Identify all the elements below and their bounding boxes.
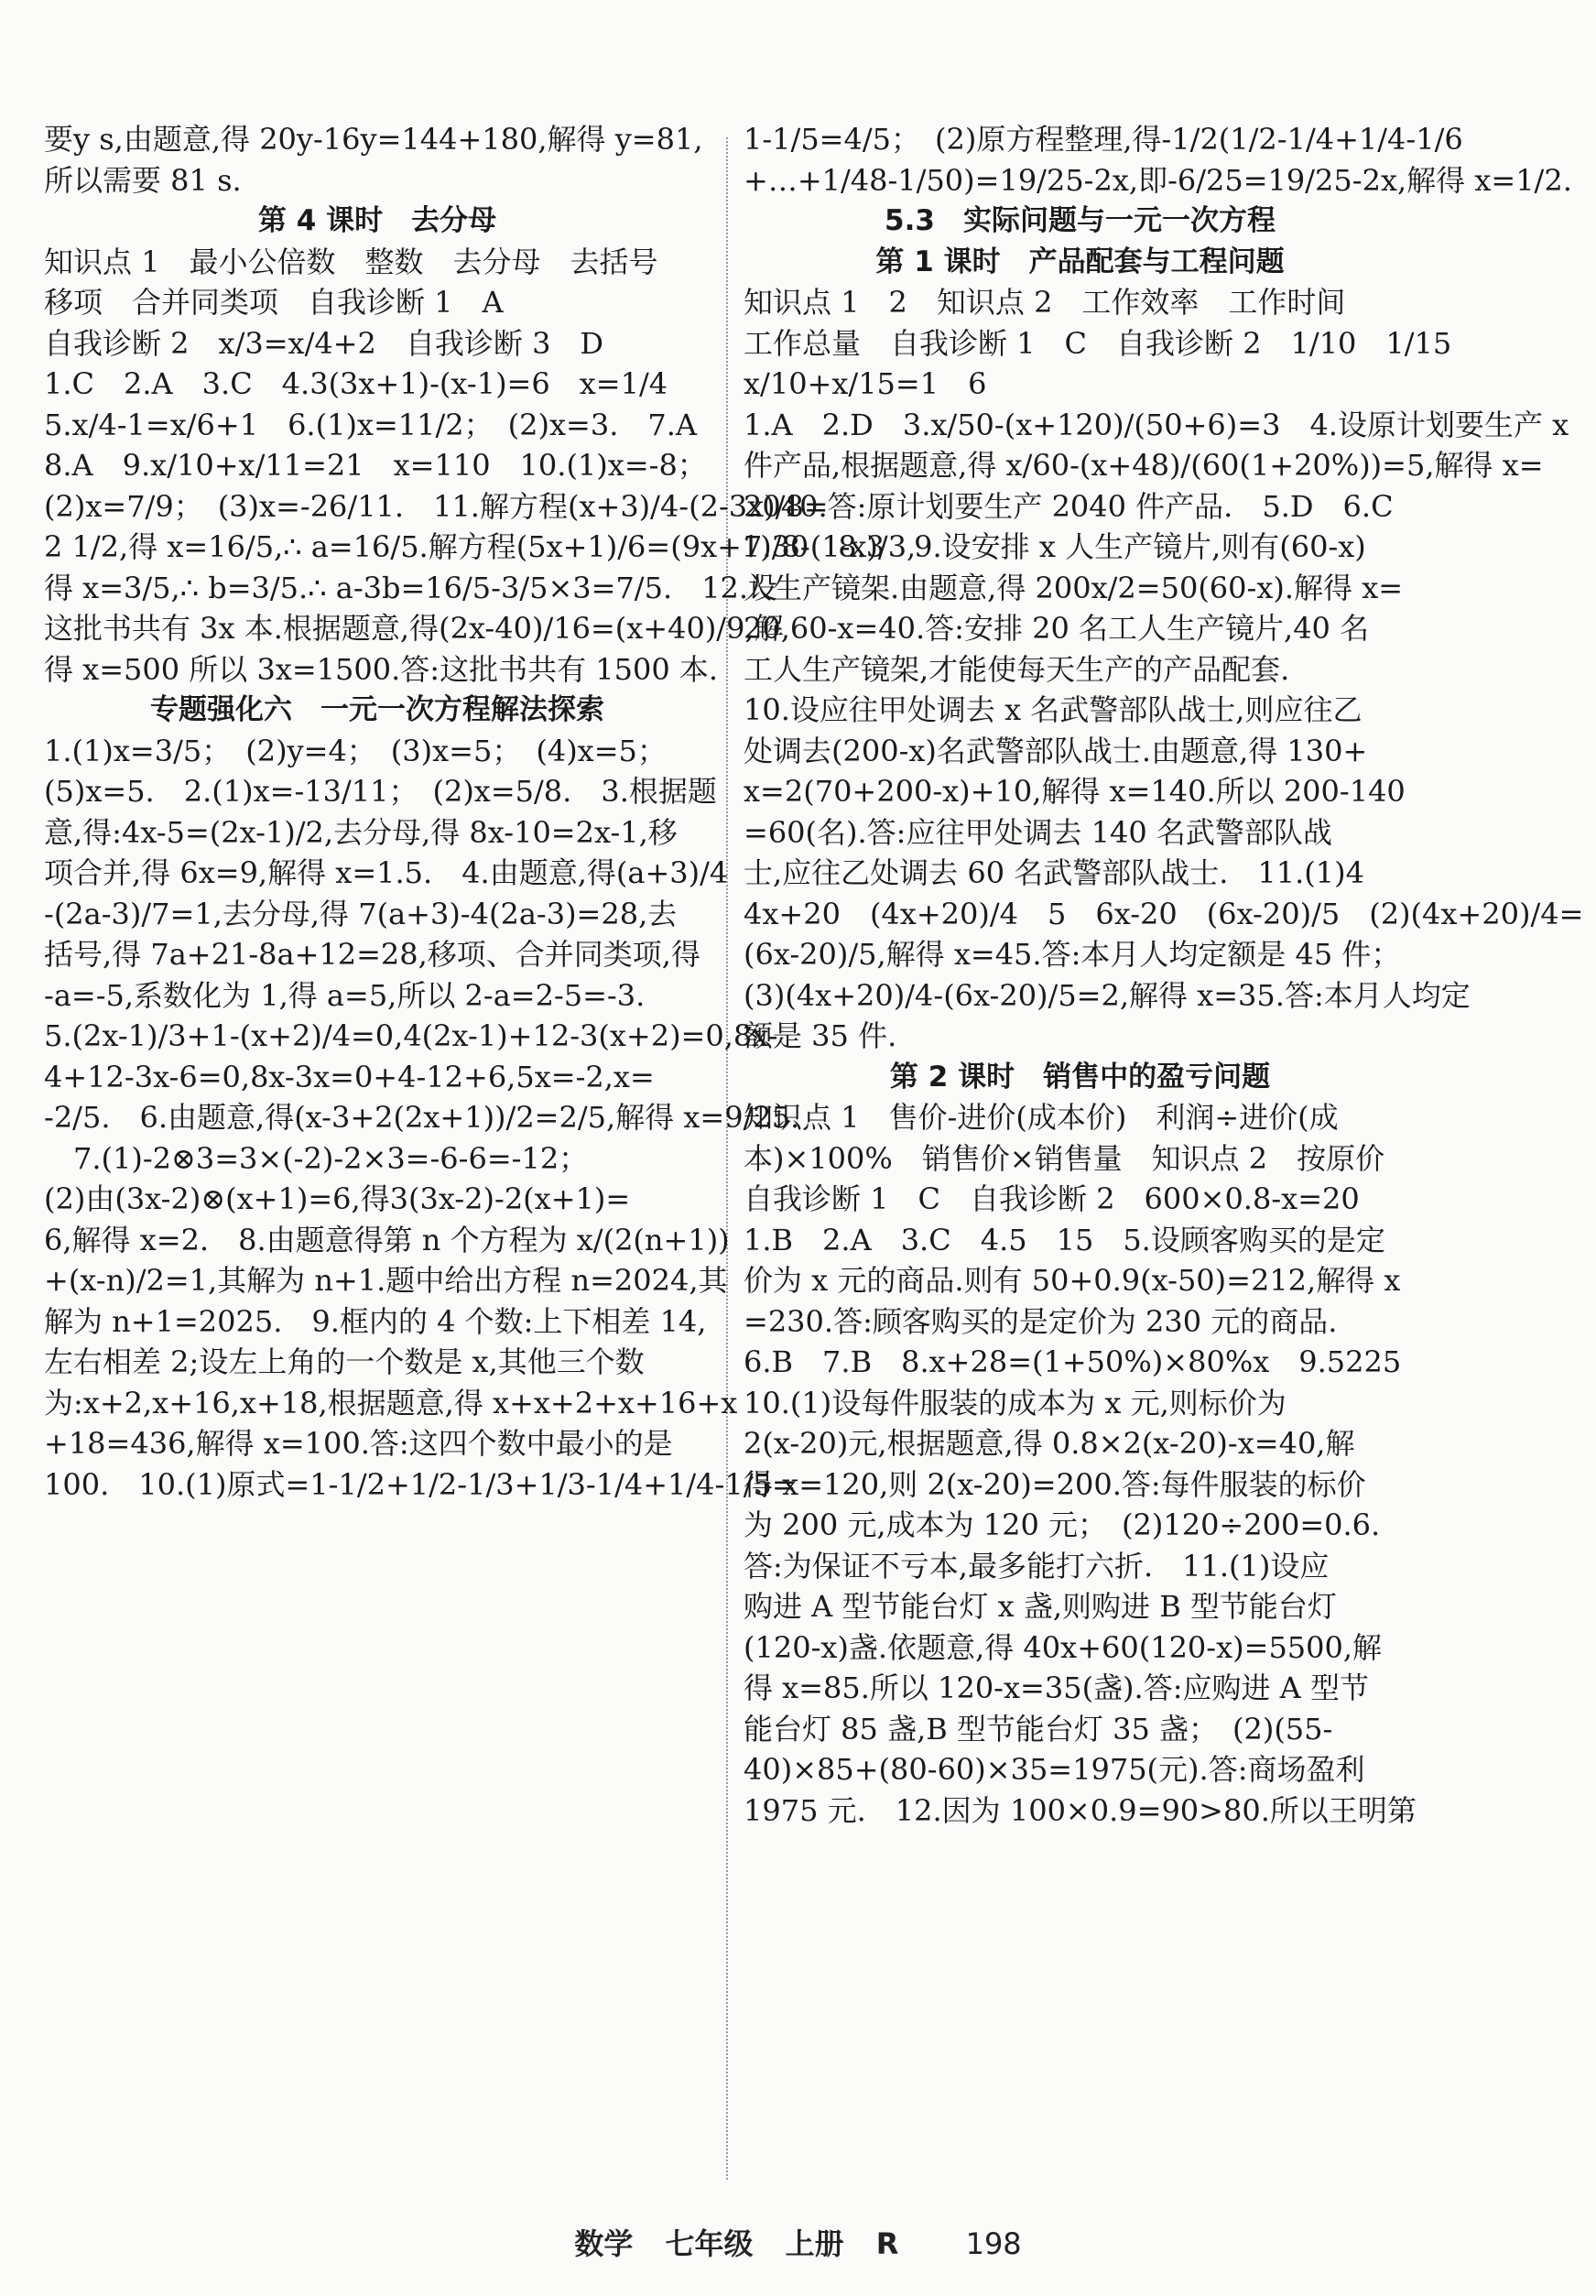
answer-line: +(x-n)/2=1,其解为 n+1.题中给出方程 n=2024,其 (44, 1263, 728, 1298)
answer-line: x=2(70+200-x)+10,解得 x=140.所以 200-140 (744, 774, 1406, 809)
answer-line: 处调去(200-x)名武警部队战士.由题意,得 130+ (744, 733, 1368, 768)
answer-line: 士,应往乙处调去 60 名武警部队战士. 11.(1)4 (744, 855, 1364, 890)
answer-line: 额是 35 件. (744, 1018, 897, 1053)
answer-line: 7.30 8.3 9.设安排 x 人生产镜片,则有(60-x) (744, 529, 1366, 564)
footer-subject: 数学 (574, 2226, 634, 2261)
answer-line: 2 1/2,得 x=16/5,∴ a=16/5.解方程(5x+1)/6=(9x+1)/8-(1-x)/3, (44, 529, 917, 564)
answer-line: (2)由(3x-2)⊗(x+1)=6,得3(3x-2)-2(x+1)= (44, 1181, 631, 1216)
footer-grade: 七年级 (665, 2226, 754, 2261)
answer-line: +…+1/48-1/50)=19/25-2x,即-6/25=19/25-2x,解得 x=1/2. (744, 162, 1572, 198)
answer-line: 5.x/4-1=x/6+1 6.(1)x=11/2； (2)x=3. 7.A (44, 407, 698, 442)
answer-line: 本)×100% 销售价×销售量 知识点 2 按原价 (744, 1140, 1385, 1176)
answer-line: 件产品,根据题意,得 x/60-(x+48)/(60(1+20%))=5,解得 x= (744, 448, 1544, 483)
section-heading: 专题强化六 一元一次方程解法探索 (150, 693, 604, 726)
answer-line: (5)x=5. 2.(1)x=-13/11； (2)x=5/8. 3.根据题 (44, 774, 717, 809)
answer-line: +18=436,解得 x=100.答:这四个数中最小的是 (44, 1426, 673, 1461)
answer-line: 项合并,得 6x=9,解得 x=1.5. 4.由题意,得(a+3)/4 (44, 855, 729, 890)
answer-line: 1-1/5=4/5； (2)原方程整理,得-1/2(1/2-1/4+1/4-1/6 (744, 122, 1463, 157)
answer-line: 2(x-20)元,根据题意,得 0.8×2(x-20)-x=40,解 (744, 1426, 1355, 1461)
answer-line: 为:x+2,x+16,x+18,根据题意,得 x+x+2+x+16+x (44, 1385, 738, 1420)
answer-line: 括号,得 7a+21-8a+12=28,移项、合并同类项,得 (44, 937, 700, 972)
section-heading: 第 2 课时 销售中的盈亏问题 (889, 1060, 1271, 1094)
answer-line: 1975 元. 12.因为 100×0.9=90>80.所以王明第 (744, 1792, 1417, 1828)
answer-line: x/10+x/15=1 6 (744, 366, 987, 401)
answer-line: -2/5. 6.由题意,得(x-3+2(2x+1))/2=2/5,解得 x=9/25. (44, 1100, 800, 1135)
answer-line: 知识点 1 售价-进价(成本价) 利润÷进价(成 (744, 1100, 1339, 1135)
answer-line: 工作总量 自我诊断 1 C 自我诊断 2 1/10 1/15 (744, 325, 1452, 361)
answer-line: -(2a-3)/7=1,去分母,得 7(a+3)-4(2a-3)=28,去 (44, 896, 678, 931)
answer-line: 左右相差 2;设左上角的一个数是 x,其他三个数 (44, 1344, 645, 1379)
answer-line: 1.A 2.D 3.x/50-(x+120)/(50+6)=3 4.设原计划要生产 x (744, 407, 1569, 442)
answer-line: 人生产镜架.由题意,得 200x/2=50(60-x).解得 x= (744, 570, 1404, 605)
answer-line: 得 x=120,则 2(x-20)=200.答:每件服装的标价 (744, 1466, 1366, 1502)
answer-line: (3)(4x+20)/4-(6x-20)/5=2,解得 x=35.答:本月人均定 (744, 977, 1471, 1013)
answer-line: 意,得:4x-5=(2x-1)/2,去分母,得 8x-10=2x-1,移 (44, 814, 678, 850)
answer-line: 1.(1)x=3/5； (2)y=4； (3)x=5； (4)x=5； (44, 733, 667, 768)
answer-line: 这批书共有 3x 本.根据题意,得(2x-40)/16=(x+40)/9,解 (44, 611, 784, 646)
answer-line: =60(名).答:应往甲处调去 140 名武警部队战 (744, 814, 1332, 850)
answer-line: 自我诊断 2 x/3=x/4+2 自我诊断 3 D (44, 325, 604, 361)
answer-line: 100. 10.(1)原式=1-1/2+1/2-1/3+1/3-1/4+1/4-1/5= (44, 1466, 797, 1502)
answer-line: 所以需要 81 s. (44, 162, 242, 198)
answer-line: 移项 合并同类项 自我诊断 1 A (44, 285, 504, 320)
page-number: 198 (965, 2226, 1022, 2261)
answer-line: 7.(1)-2⊗3=3×(-2)-2×3=-6-6=-12； (44, 1140, 589, 1176)
answer-line: -a=-5,系数化为 1,得 a=5,所以 2-a=2-5=-3. (44, 977, 646, 1013)
answer-line: 为 200 元,成本为 120 元； (2)120÷200=0.6. (744, 1507, 1381, 1542)
answer-line: 2040.答:原计划要生产 2040 件产品. 5.D 6.C (744, 488, 1394, 524)
footer-volume: 上册 (785, 2226, 844, 2261)
footer-edition: R (875, 2226, 899, 2261)
page-footer (0, 2221, 1596, 2263)
answer-line: 6.B 7.B 8.x+28=(1+50%)×80%x 9.5225 (744, 1344, 1402, 1379)
answer-line: (120-x)盏.依题意,得 40x+60(120-x)=5500,解 (744, 1629, 1383, 1665)
answer-line: 得 x=500 所以 3x=1500.答:这批书共有 1500 本. (44, 651, 719, 687)
answer-line: 要y s,由题意,得 20y-16y=144+180,解得 y=81, (44, 122, 703, 157)
answer-line: 10.设应往甲处调去 x 名武警部队战士,则应往乙 (744, 692, 1363, 727)
answer-line: 价为 x 元的商品.则有 50+0.9(x-50)=212,解得 x (744, 1263, 1401, 1298)
answer-line: 1.B 2.A 3.C 4.5 15 5.设顾客购买的是定 (744, 1222, 1385, 1257)
answer-line: 10.(1)设每件服装的成本为 x 元,则标价为 (744, 1385, 1287, 1420)
answer-line: 知识点 1 最小公倍数 整数 去分母 去括号 (44, 244, 658, 279)
column-divider (726, 137, 728, 2180)
answer-line: =230.答:顾客购买的是定价为 230 元的商品. (744, 1303, 1338, 1339)
answer-line: 得 x=85.所以 120-x=35(盏).答:应购进 A 型节 (744, 1670, 1369, 1705)
answer-line: 得 x=3/5,∴ b=3/5.∴ a-3b=16/5-3/5×3=7/5. 12.设 (44, 570, 778, 605)
answer-line: 知识点 1 2 知识点 2 工作效率 工作时间 (744, 285, 1346, 320)
answer-line: 1.C 2.A 3.C 4.3(3x+1)-(x-1)=6 x=1/4 (44, 366, 668, 401)
answer-line: 工人生产镜架,才能使每天生产的产品配套. (744, 651, 1290, 687)
answer-line: 答:为保证不亏本,最多能打六折. 11.(1)设应 (744, 1548, 1330, 1583)
answer-line: (2)x=7/9； (3)x=-26/11. 11.解方程(x+3)/4-(2-3x)/8= (44, 488, 829, 524)
answer-line: 5.(2x-1)/3+1-(x+2)/4=0,4(2x-1)+12-3(x+2)=0,8x- (44, 1018, 778, 1053)
right-column (744, 119, 1584, 2122)
answer-line: 8.A 9.x/10+x/11=21 x=110 10.(1)x=-8； (44, 448, 707, 483)
section-heading: 第 1 课时 产品配套与工程问题 (875, 245, 1285, 278)
answer-line: 4+12-3x-6=0,8x-3x=0+4-12+6,5x=-2,x= (44, 1059, 655, 1094)
answer-line: 6,解得 x=2. 8.由题意得第 n 个方程为 x/(2(n+1)) (44, 1222, 730, 1257)
answer-line: 4x+20 (4x+20)/4 5 6x-20 (6x-20)/5 (2)(4x+20)/4= (744, 896, 1584, 931)
answer-line: 20,60-x=40.答:安排 20 名工人生产镜片,40 名 (744, 611, 1370, 646)
answer-line: 自我诊断 1 C 自我诊断 2 600×0.8-x=20 (744, 1181, 1360, 1216)
section-heading: 第 4 课时 去分母 (257, 204, 497, 237)
answer-line: 购进 A 型节能台灯 x 盏,则购进 B 型节能台灯 (744, 1589, 1337, 1624)
answer-line: 能台灯 85 盏,B 型节能台灯 35 盏； (2)(55- (744, 1711, 1333, 1746)
answer-line: 40)×85+(80-60)×35=1975(元).答:商场盈利 (744, 1752, 1365, 1787)
answer-line: (6x-20)/5,解得 x=45.答:本月人均定额是 45 件； (744, 937, 1401, 972)
answer-line: 解为 n+1=2025. 9.框内的 4 个数:上下相差 14, (44, 1303, 707, 1339)
section-heading: 5.3 实际问题与一元一次方程 (885, 204, 1276, 237)
